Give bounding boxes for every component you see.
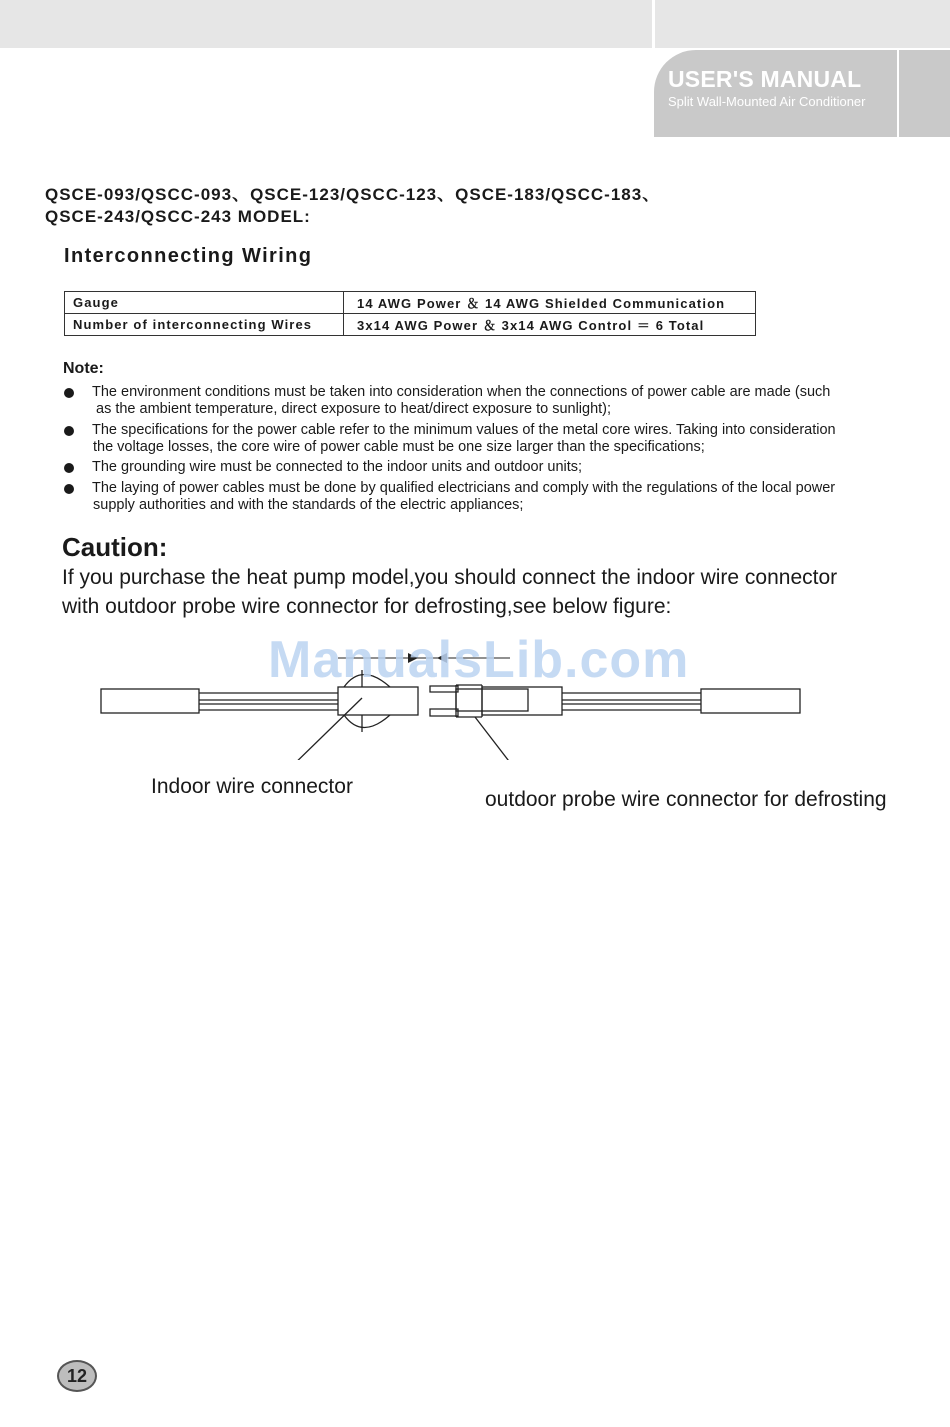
- outdoor-cable-end: [701, 689, 800, 713]
- note-item: [64, 459, 894, 477]
- note-text: The laying of power cables must be done by qualified electricians and comply with the regulations of the local power: [92, 480, 836, 496]
- page-number-badge: 12: [57, 1360, 97, 1392]
- note-text-continued: supply authorities and with the standards of the electric appliances;: [93, 497, 524, 513]
- note-item: [64, 480, 894, 514]
- indoor-connector: [338, 687, 418, 715]
- bullet-icon: [64, 388, 74, 398]
- manual-subtitle: Split Wall-Mounted Air Conditioner: [668, 94, 866, 109]
- model-list-line-2: QSCE-243/QSCC-243 MODEL:: [45, 207, 311, 226]
- manual-title: USER'S MANUAL: [668, 66, 862, 92]
- spec-label: Number of interconnecting Wires: [65, 314, 344, 336]
- note-title: Note:: [63, 360, 104, 377]
- outdoor-connector-label: outdoor probe wire connector for defrosting: [485, 788, 887, 811]
- spec-value: 3x14 AWG Power ＆ 3x14 AWG Control ＝ 6 Total: [344, 314, 756, 336]
- header-tab-edge: [899, 50, 950, 137]
- spec-value: 14 AWG Power ＆ 14 AWG Shielded Communication: [344, 292, 756, 314]
- indoor-connector-label: Indoor wire connector: [151, 775, 353, 798]
- watermark: ManualsLib.com: [268, 631, 690, 689]
- note-text: The environment conditions must be taken into consideration when the connections of power cable are made (such: [92, 384, 831, 400]
- note-item: [64, 384, 894, 418]
- indoor-cable-end: [101, 689, 199, 713]
- caution-text-line-1: If you purchase the heat pump model,you should connect the indoor wire connector: [62, 566, 838, 589]
- outdoor-leader-line: [475, 717, 525, 760]
- header-band-right: [655, 0, 950, 48]
- indoor-leader-line: [285, 698, 362, 760]
- table-row: [65, 292, 756, 314]
- caution-text-line-2: with outdoor probe wire connector for defrosting,see below figure:: [62, 595, 672, 618]
- section-title: Interconnecting Wiring: [64, 245, 313, 267]
- note-text: The specifications for the power cable refer to the minimum values of the metal core wires. Taking into consideration: [92, 422, 836, 438]
- note-text-continued: the voltage losses, the core wire of power cable must be one size larger than the specifications;: [93, 439, 705, 455]
- table-row: [65, 314, 756, 336]
- model-list-line-1: QSCE-093/QSCC-093、QSCE-123/QSCC-123、QSCE-183/QSCC-183、: [45, 185, 661, 204]
- header-band: [0, 0, 652, 48]
- caution-title: Caution:: [62, 532, 168, 562]
- note-item: [64, 422, 894, 456]
- spec-label: Gauge: [65, 292, 344, 314]
- bullet-icon: [64, 463, 74, 473]
- wiring-spec-table: [64, 291, 756, 336]
- bullet-icon: [64, 426, 74, 436]
- note-text-continued: as the ambient temperature, direct exposure to heat/direct exposure to sunlight);: [96, 401, 612, 417]
- outdoor-connector-body: [456, 689, 528, 711]
- note-text: The grounding wire must be connected to the indoor units and outdoor units;: [92, 459, 583, 475]
- bullet-icon: [64, 484, 74, 494]
